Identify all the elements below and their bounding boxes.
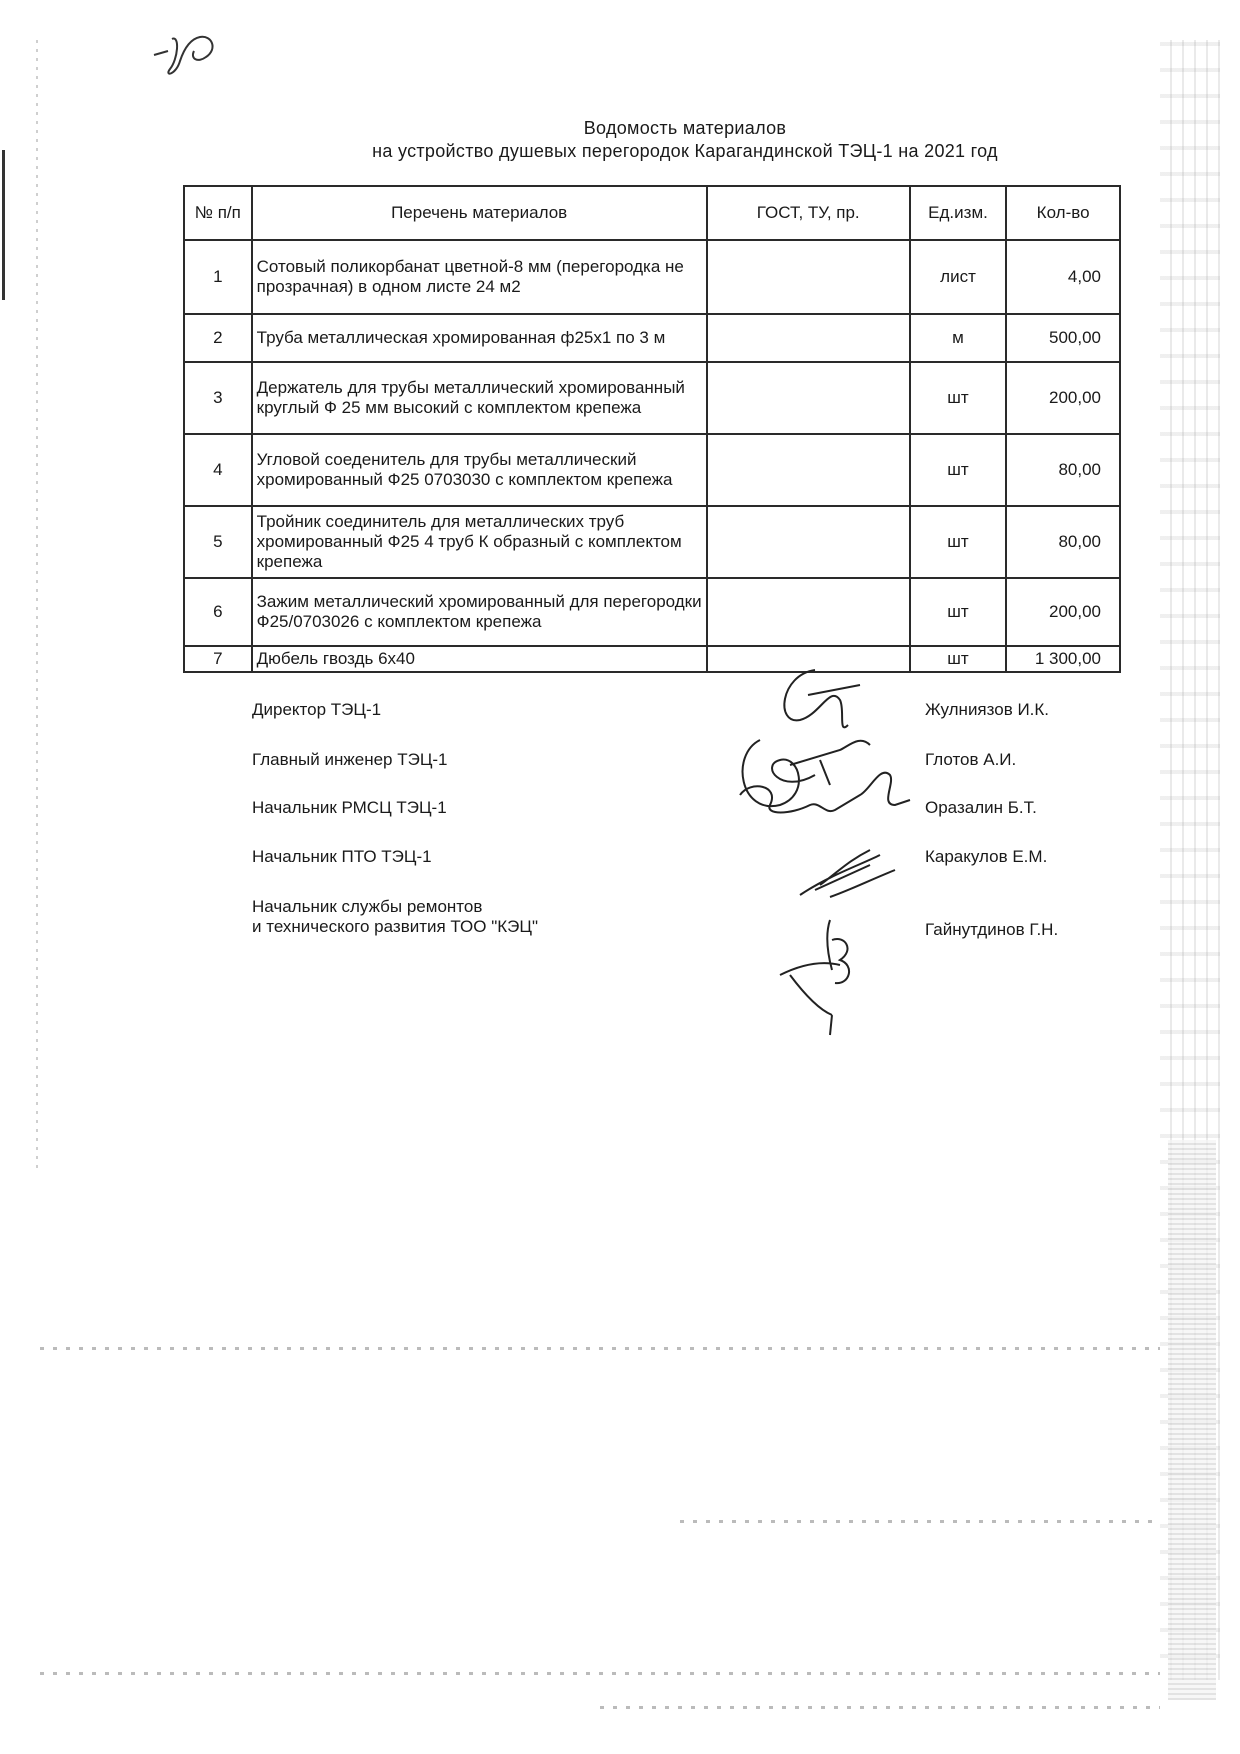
row-qty: 80,00 [1006, 434, 1120, 506]
table-row [184, 506, 1120, 578]
row-gost [707, 578, 910, 646]
header-qty: Кол-во [1006, 186, 1120, 240]
scan-artifact-left-edge [36, 40, 38, 1170]
table-row [184, 240, 1120, 314]
signatory-position: Начальник РМСЦ ТЭЦ-1 [252, 798, 447, 817]
signatory-position: Главный инженер ТЭЦ-1 [252, 750, 448, 769]
header-gost: ГОСТ, ТУ, пр. [707, 186, 910, 240]
row-qty: 200,00 [1006, 362, 1120, 434]
row-unit: шт [910, 506, 1006, 578]
signatory-position: Начальник ПТО ТЭЦ-1 [252, 847, 432, 866]
document-subtitle: на устройство душевых перегородок Карагандинской ТЭЦ-1 на 2021 год [372, 141, 998, 161]
scan-artifact-dots [40, 1347, 1160, 1350]
row-unit: м [910, 314, 1006, 362]
table-header-row [184, 186, 1120, 240]
row-num: 4 [184, 434, 252, 506]
row-qty: 500,00 [1006, 314, 1120, 362]
row-name: Дюбель гвоздь 6х40 [252, 646, 707, 672]
scan-artifact-dots [600, 1706, 1160, 1709]
row-num: 2 [184, 314, 252, 362]
signatory-name: Гайнутдинов Г.Н. [925, 920, 1059, 939]
row-num: 7 [184, 646, 252, 672]
row-num: 6 [184, 578, 252, 646]
header-unit: Ед.изм. [910, 186, 1006, 240]
table-row [184, 434, 1120, 506]
row-num: 1 [184, 240, 252, 314]
signatory-name: Жулниязов И.К. [925, 700, 1050, 719]
row-name: Сотовый поликорбанат цветной-8 мм (перегородка не прозрачная) в одном листе 24 м2 [252, 240, 707, 314]
signatory-name: Оразалин Б.Т. [925, 798, 1037, 817]
signatory-position [252, 897, 538, 937]
signatory-position-line: и технического развития ТОО "КЭЦ" [252, 917, 538, 936]
handwritten-signatures-icon [720, 665, 940, 1045]
row-gost [707, 362, 910, 434]
scan-artifact-noise [1168, 1140, 1216, 1700]
row-name: Угловой соеденитель для трубы металлический хромированный Ф25 0703030 с комплектом крепежа [252, 434, 707, 506]
table-row [184, 362, 1120, 434]
signatory-name: Глотов А.И. [925, 750, 1017, 769]
signatory-position: Директор ТЭЦ-1 [252, 700, 382, 719]
row-unit: шт [910, 434, 1006, 506]
row-unit: шт [910, 646, 1006, 672]
header-name: Перечень материалов [252, 186, 707, 240]
scan-artifact-dots [40, 1672, 1160, 1675]
row-qty: 1 300,00 [1006, 646, 1120, 672]
row-qty: 4,00 [1006, 240, 1120, 314]
document-title: Водомость материалов [583, 118, 787, 138]
row-unit: шт [910, 362, 1006, 434]
scan-artifact-left-bar [2, 150, 5, 300]
row-name: Зажим металлический хромированный для перегородки Ф25/0703026 с комплектом крепежа [252, 578, 707, 646]
row-unit: шт [910, 578, 1006, 646]
row-name: Труба металлическая хромированная ф25х1 по 3 м [252, 314, 707, 362]
table-row [184, 646, 1120, 672]
row-unit: лист [910, 240, 1006, 314]
handwritten-page-mark-icon [150, 25, 230, 85]
row-gost [707, 240, 910, 314]
row-gost [707, 434, 910, 506]
scan-artifact-right-edge [1160, 40, 1220, 1680]
scan-artifact-dots [680, 1520, 1160, 1523]
signatory-position-line: Начальник службы ремонтов [252, 897, 483, 916]
row-qty: 200,00 [1006, 578, 1120, 646]
row-qty: 80,00 [1006, 506, 1120, 578]
row-num: 3 [184, 362, 252, 434]
materials-table [183, 185, 1121, 673]
row-name: Держатель для трубы металлический хромированный круглый Ф 25 мм высокий с комплектом крепежа [252, 362, 707, 434]
row-gost [707, 506, 910, 578]
row-name: Тройник соединитель для металлических труб хромированный Ф25 4 труб К образный с комплектом крепежа [252, 506, 707, 578]
row-gost [707, 314, 910, 362]
signatory-name: Каракулов Е.М. [925, 847, 1048, 866]
table-row [184, 314, 1120, 362]
table-row [184, 578, 1120, 646]
header-num: № п/п [184, 186, 252, 240]
row-num: 5 [184, 506, 252, 578]
